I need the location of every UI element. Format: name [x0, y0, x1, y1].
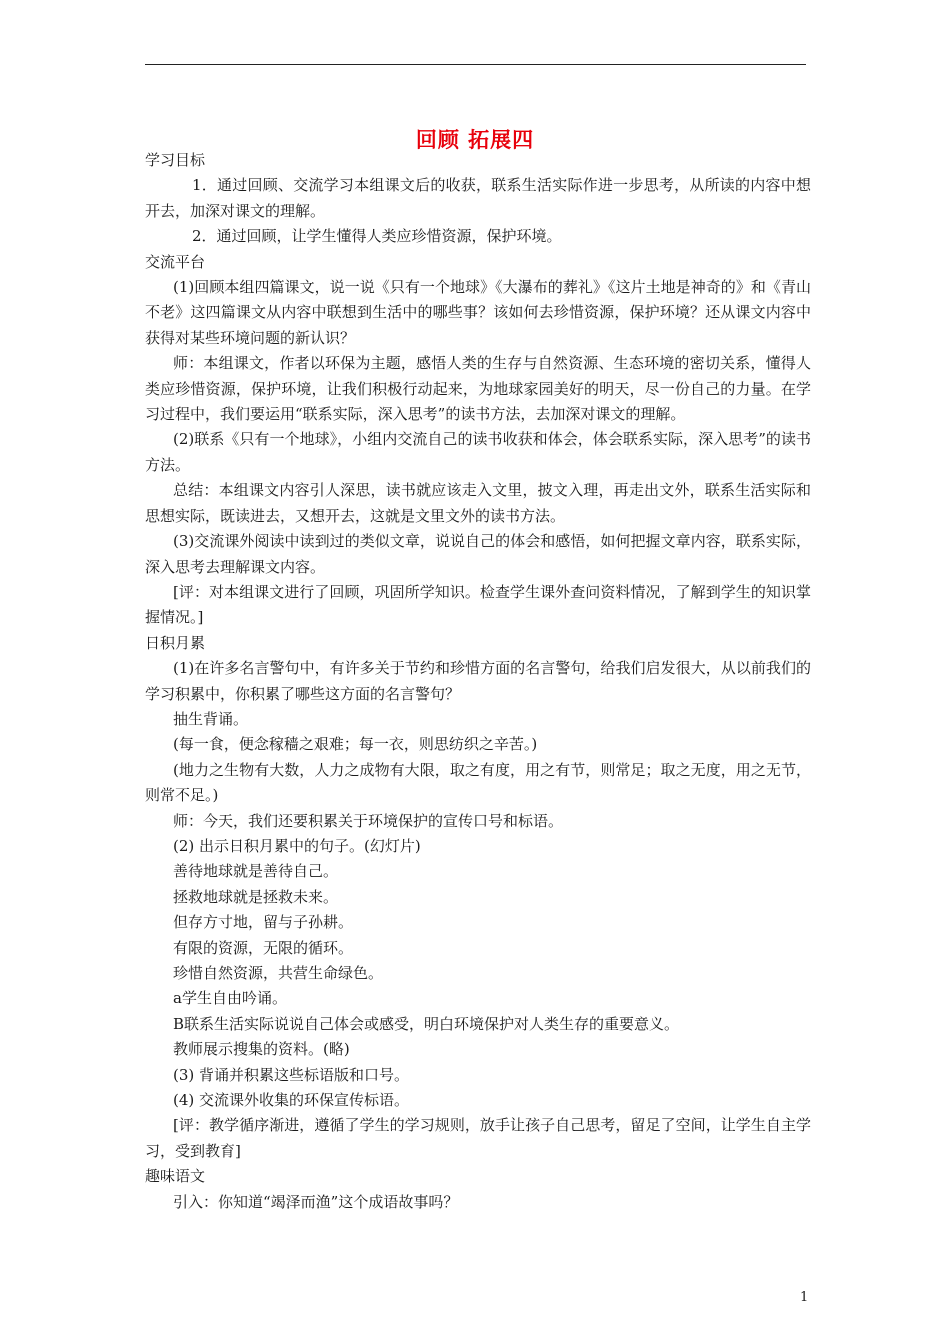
paragraph: (1)在许多名言警句中，有许多关于节约和珍惜方面的名言警句，给我们启发很大，从以前我们的学习积累中，你积累了哪些这方面的名言警句？	[145, 659, 811, 703]
paragraph: (3) 背诵并积累这些标语版和口号。	[173, 1065, 410, 1084]
paragraph: a学生自由吟诵。	[173, 989, 287, 1008]
page-number: 1	[800, 1290, 809, 1305]
paragraph: 有限的资源，无限的循环。	[173, 938, 354, 957]
paragraph: (2)联系《只有一个地球》，小组内交流自己的读书收获和体会，体会联系实际，深入思考”的读书方法。	[145, 430, 811, 474]
section-heading: 日积月累	[145, 633, 206, 652]
section-heading: 交流平台	[145, 252, 206, 271]
paragraph: B联系生活实际说说自己体会或感受，明白环境保护对人类生存的重要意义。	[173, 1014, 680, 1033]
paragraph: 引入：你知道“竭泽而渔”这个成语故事吗？	[173, 1192, 459, 1211]
section-heading: 趣味语文	[145, 1167, 206, 1186]
paragraph: 抽生背诵。	[173, 709, 249, 728]
paragraph: (1)回顾本组四篇课文，说一说《只有一个地球》《大瀑布的葬礼》《这片土地是神奇的》和《青山不老》这四篇课文从内容中联想到生活中的哪些事？该如何去珍惜资源，保护环境？还从课文内容中获得对某些环境问题的新认识？	[145, 278, 811, 347]
paragraph: 师：今天，我们还要积累关于环境保护的宣传口号和标语。	[173, 811, 564, 830]
document-title: 回顾 拓展四	[415, 128, 535, 152]
paragraph: 拯救地球就是拯救未来。	[173, 887, 339, 906]
paragraph: [评：对本组课文进行了回顾，巩固所学知识。检查学生课外查问资料情况，了解到学生的知识掌握情况。]	[145, 582, 811, 627]
paragraph: [评：教学循序渐进，遵循了学生的学习规则，放手让孩子自己思考，留足了空间，让学生自主学习，受到教育]	[145, 1116, 811, 1160]
document-body	[145, 148, 811, 1215]
section-heading: 学习目标	[145, 151, 206, 169]
header-rule	[145, 64, 806, 65]
paragraph: (2) 出示日积月累中的句子。(幻灯片)	[173, 836, 421, 855]
paragraph: 教师展示搜集的资料。(略)	[173, 1040, 350, 1059]
paragraph: 善待地球就是善待自己。	[173, 862, 339, 881]
paragraph: 师：本组课文，作者以环保为主题，感悟人类的生存与自然资源、生态环境的密切关系，懂得人类应珍惜资源，保护环境，让我们积极行动起来，为地球家园美好的明天，尽一份自己的力量。在学习过程中，我们要运用“联系实际，深入思考”的读书方法，去加深对课文的理解。	[145, 354, 811, 424]
paragraph: (3)交流课外阅读中读到过的类似文章，说说自己的体会和感悟，如何把握文章内容，联系实际，深入思考去理解课文内容。	[145, 532, 811, 576]
paragraph: (每一食，便念稼穑之艰难；每一衣，则思纺织之辛苦。)	[173, 735, 538, 754]
paragraph: (4) 交流课外收集的环保宣传标语。	[173, 1091, 410, 1110]
paragraph: 珍惜自然资源，共营生命绿色。	[173, 964, 384, 982]
paragraph: (地力之生物有大数，人力之成物有大限，取之有度，用之有节，则常足；取之无度，用之无节，则常不足。)	[145, 760, 811, 805]
paragraph: 总结：本组课文内容引人深思，读书就应该走入文里，披文入理，再走出文外，联系生活实际和思想实际，既读进去，又想开去，这就是文里文外的读书方法。	[145, 481, 811, 525]
paragraph: 2．通过回顾，让学生懂得人类应珍惜资源，保护环境。	[192, 227, 562, 246]
paragraph: 1．通过回顾、交流学习本组课文后的收获，联系生活实际作进一步思考，从所读的内容中想开去，加深对课文的理解。	[145, 176, 811, 220]
paragraph: 但存方寸地，留与子孙耕。	[173, 913, 354, 932]
